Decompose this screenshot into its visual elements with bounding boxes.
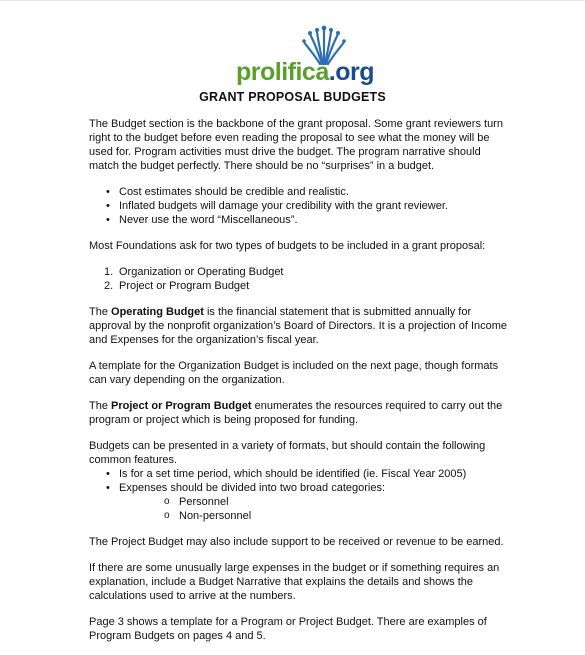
list-item: o Personnel	[119, 495, 509, 509]
budget-tips-list	[89, 185, 509, 227]
budget-types-list	[89, 265, 509, 293]
page-title: GRANT PROPOSAL BUDGETS	[199, 90, 386, 104]
narrative-paragraph: If there are some unusually large expenses in the budget or if something requires an explanation, include a Budget Narrative that explains the details and shows the calculations used to arrive at the numbers.	[89, 562, 500, 602]
list-item: 1. Organization or Operating Budget	[104, 266, 284, 278]
examples-paragraph: Page 3 shows a template for a Program or Project Budget. There are examples of Program Budgets on pages 4 and 5.	[89, 616, 487, 642]
prolifica-logo	[236, 24, 374, 86]
list-item: • Is for a set time period, which should be identified (ie. Fiscal Year 2005)	[89, 467, 509, 481]
intro-paragraph: The Budget section is the backbone of the grant proposal. Some grant reviewers turn right to the budget before even reading the proposal to see what the money will be used for. Program activities must drive the budget. The program narrative should match the budget perfectly. There should be no “surprises” in a budget.	[89, 118, 503, 172]
document-body	[89, 117, 509, 655]
expense-categories-list	[119, 495, 509, 523]
operating-budget-paragraph: The Operating Budget is the financial statement that is submitted annually for approval by the nonprofit organization’s Board of Directors. It is a projection of Income and Expenses for the organization’s fiscal year.	[89, 306, 508, 346]
list-item: • Expenses should be divided into two broad categories: o Personnel o Non-personnel	[89, 481, 509, 523]
list-item: • Cost estimates should be credible and realistic.	[89, 185, 509, 199]
budget-types-intro: Most Foundations ask for two types of budgets to be included in a grant proposal:	[89, 240, 486, 252]
list-item: • Never use the word “Miscellaneous”.	[89, 213, 509, 227]
list-item: o Non-personnel	[119, 509, 509, 523]
common-features-list	[89, 467, 509, 523]
list-item: 2. Project or Program Budget	[104, 280, 250, 292]
template-paragraph: A template for the Organization Budget is included on the next page, though formats can vary depending on the organization.	[89, 360, 499, 386]
list-item: • Inflated budgets will damage your credibility with the grant reviewer.	[89, 199, 509, 213]
program-budget-paragraph: The Project or Program Budget enumerates the resources required to carry out the program or project which is being proposed for funding.	[89, 400, 503, 426]
logo-wordmark: prolifica.org	[236, 58, 374, 86]
formats-paragraph: Budgets can be presented in a variety of formats, but should contain the following common features.	[89, 440, 486, 466]
revenue-paragraph: The Project Budget may also include support to be received or revenue to be earned.	[89, 536, 504, 548]
